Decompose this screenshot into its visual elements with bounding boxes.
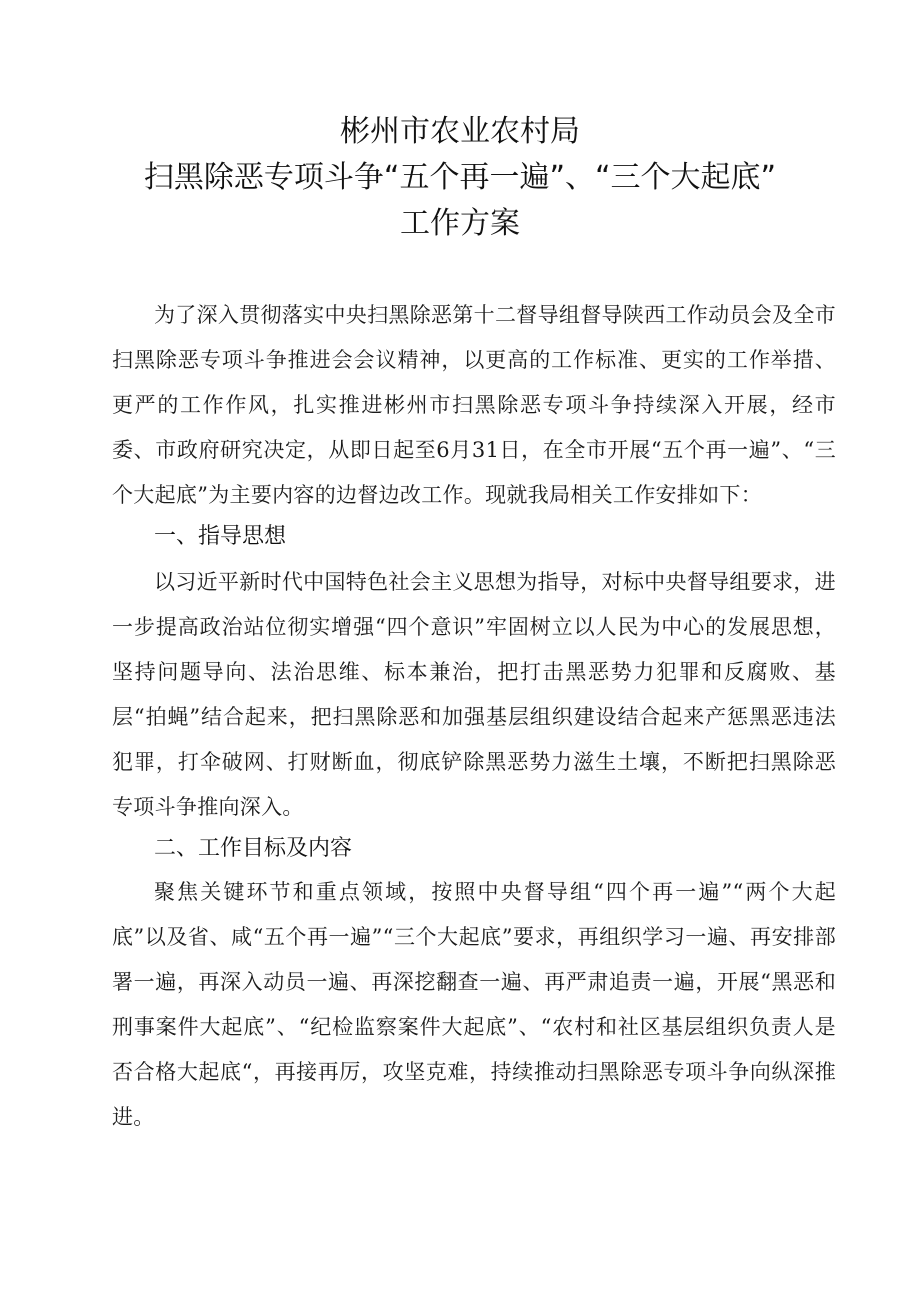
section1-heading: 一、指导思想: [154, 524, 287, 549]
section2-heading: 二、工作目标及内容: [154, 836, 353, 861]
document-title-line2: 扫黑除恶专项斗争“五个再一遍”、“三个大起底”: [143, 160, 777, 195]
document-title-line3: 工作方案: [400, 206, 520, 241]
intro-paragraph: 为了深入贯彻落实中央扫黑除恶第十二督导组督导陕西工作动员会及全市扫黑除恶专项斗争推进会会议精神，以更高的工作标准、更实的工作举措、更严的工作作风，扎实推进彬州市扫黑除恶专项斗争持续深入开展，经市委、市政府研究决定，从即日起至6月31日，在全市开展“五个再一遍”、“三个大起底”为主要内容的边督边改工作。现就我局相关工作安排如下：: [112, 303, 836, 507]
document-title-line1: 彬州市农业农村局: [340, 114, 580, 149]
section2-paragraph: 聚焦关键环节和重点领域，按照中央督导组“四个再一遍”“两个大起底”以及省、咸“五个再一遍”“三个大起底”要求，再组织学习一遍、再安排部署一遍，再深入动员一遍、再深挖翻查一遍、再严肃追责一遍，开展“黑恶和刑事案件大起底”、“纪检监察案件大起底”、“农村和社区基层组织负责人是否合格大起底“，再接再厉，攻坚克难，持续推动扫黑除恶专项斗争向纵深推进。: [112, 880, 836, 1129]
section1-paragraph: 以习近平新时代中国特色社会主义思想为指导，对标中央督导组要求，进一步提高政治站位彻实增强“四个意识”牢固树立以人民为中心的发展思想，坚持问题导向、法治思维、标本兼治，把打击黑恶势力犯罪和反腐败、基层“拍蝇”结合起来，把扫黑除恶和加强基层组织建设结合起来产惩黑恶违法犯罪，打伞破网、打财断血，彻底铲除黑恶势力滋生土壤，不断把扫黑除恶专项斗争推向深入。: [112, 570, 836, 819]
